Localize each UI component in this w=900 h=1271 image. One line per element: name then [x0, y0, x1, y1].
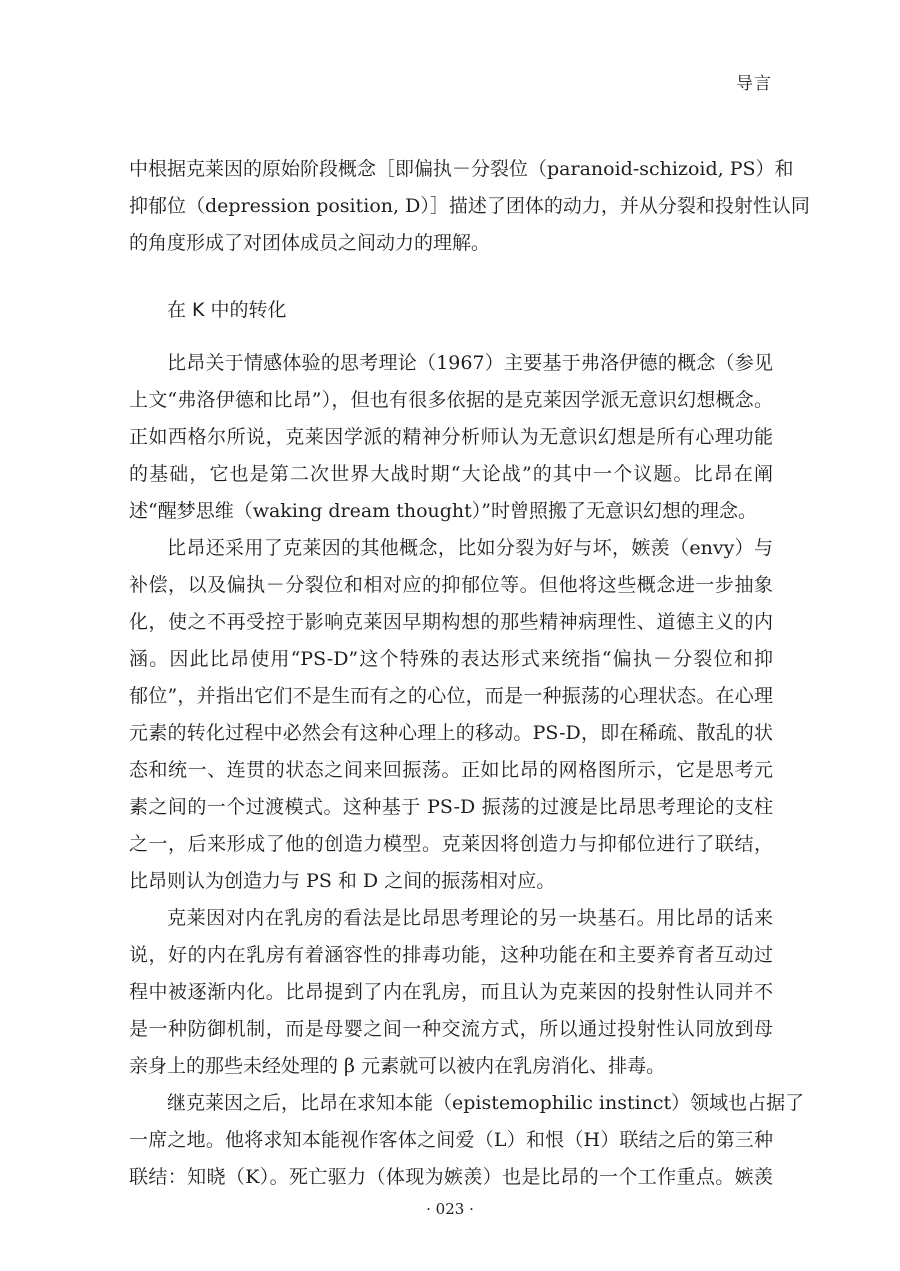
text-line: 化，使之不再受控于影响克莱因早期构想的那些精神病理性、道德主义的内	[129, 611, 773, 633]
text-line: 说，好的内在乳房有着涵容性的排毒功能，这种功能在和主要养育者互动过	[129, 944, 773, 966]
text-line: 上文“弗洛伊德和比昂”），但也有很多依据的是克莱因学派无意识幻想概念。	[129, 389, 773, 411]
text-line: 比昂则认为创造力与 PS 和 D 之间的振荡相对应。	[129, 870, 556, 892]
paragraph	[129, 1085, 805, 1196]
text-line: 比昂关于情感体验的思考理论（1967）主要基于弗洛伊德的概念（参见	[167, 352, 773, 374]
text-line: 克莱因对内在乳房的看法是比昂思考理论的另一块基石。用比昂的话来	[167, 907, 773, 929]
text-line: 联结：知晓（K）。死亡驱力（体现为嫉羡）也是比昂的一个工作重点。嫉羡	[129, 1166, 773, 1188]
paragraph	[129, 345, 773, 530]
text-line: 程中被逐渐内化。比昂提到了内在乳房，而且认为克莱因的投射性认同并不	[129, 981, 773, 1003]
text-line: 亲身上的那些未经处理的 β 元素就可以被内在乳房消化、排毒。	[129, 1055, 666, 1077]
text-line: 的基础，它也是第二次世界大战时期“大论战”的其中一个议题。比昂在阐	[129, 463, 773, 485]
text-line: 一席之地。他将求知本能视作客体之间爱（L）和恨（H）联结之后的第三种	[129, 1129, 773, 1151]
page-body	[129, 151, 810, 1196]
text-line: 之一，后来形成了他的创造力模型。克莱因将创造力与抑郁位进行了联结，	[129, 833, 773, 855]
paragraph	[129, 530, 773, 900]
text-line: 郁位”，并指出它们不是生而有之的心位，而是一种振荡的心理状态。在心理	[129, 685, 773, 707]
intro-paragraph	[129, 151, 810, 262]
text-line: 的角度形成了对团体成员之间动力的理解。	[129, 232, 491, 254]
text-line: 元素的转化过程中必然会有这种心理上的移动。PS-D，即在稀疏、散乱的状	[129, 722, 773, 744]
text-line: 态和统一、连贯的状态之间来回振荡。正如比昂的网格图所示，它是思考元	[129, 759, 773, 781]
page-number: · 023 ·	[426, 1200, 474, 1218]
text-line: 比昂还采用了克莱因的其他概念，比如分裂为好与坏，嫉羡（envy）与	[167, 537, 773, 559]
text-line: 素之间的一个过渡模式。这种基于 PS-D 振荡的过渡是比昂思考理论的支柱	[129, 796, 773, 818]
text-line: 是一种防御机制，而是母婴之间一种交流方式，所以通过投射性认同放到母	[129, 1018, 773, 1040]
running-header: 导言	[736, 74, 772, 94]
text-line: 抑郁位（depression position, D）］描述了团体的动力，并从分裂和投射性认同	[129, 195, 810, 217]
paragraph	[129, 900, 773, 1085]
text-line: 述“醒梦思维（waking dream thought）”时曾照搬了无意识幻想的理念。	[129, 500, 758, 522]
text-line: 正如西格尔所说，克莱因学派的精神分析师认为无意识幻想是所有心理功能	[129, 426, 773, 448]
section-heading: 在 K 中的转化	[167, 299, 287, 321]
text-line: 继克莱因之后，比昂在求知本能（epistemophilic instinct）领域也占据了	[167, 1092, 805, 1114]
text-line: 中根据克莱因的原始阶段概念［即偏执－分裂位（paranoid-schizoid, PS）和	[129, 158, 794, 180]
text-line: 补偿，以及偏执－分裂位和相对应的抑郁位等。但他将这些概念进一步抽象	[129, 574, 773, 596]
text-line: 涵。因此比昂使用“PS-D”这个特殊的表达形式来统指“偏执－分裂位和抑	[129, 648, 773, 670]
